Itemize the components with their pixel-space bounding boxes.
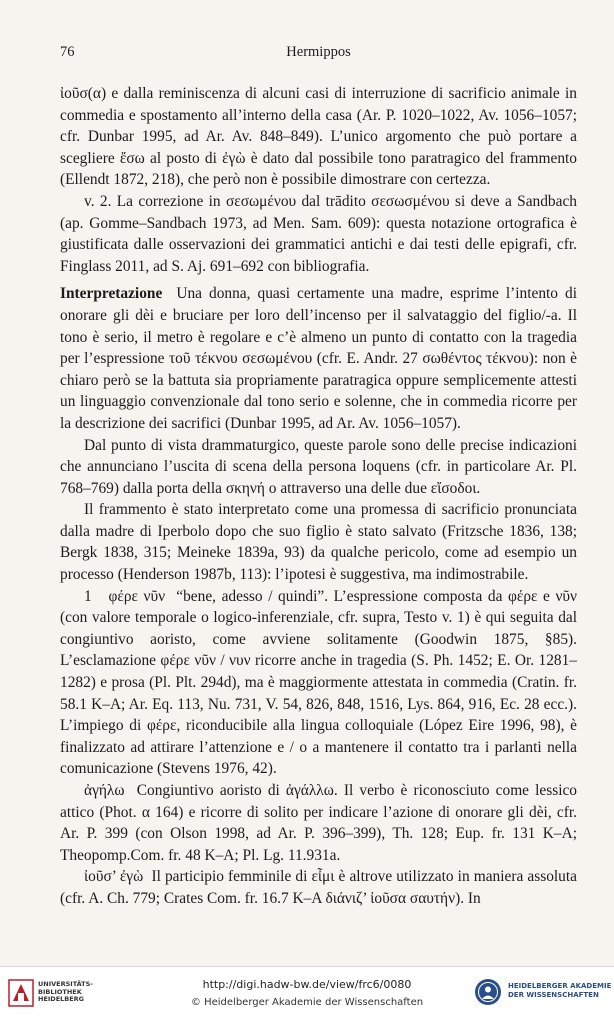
page-number: 76 xyxy=(60,44,75,60)
lemma-number: 1 xyxy=(84,587,92,605)
paragraph-interpretazione xyxy=(60,283,577,434)
viewer-footer xyxy=(0,966,614,1017)
lemma-word: φέρε νῦν xyxy=(108,587,166,605)
academy-name: HEIDELBERGER AKADEMIE DER WISSENSCHAFTEN xyxy=(508,982,612,999)
paragraph-text: “bene, adesso / quindi”. L’espressione composta da φέρε e νῦν (con valore temporale o logico-inferenziale, cfr. supra, Testo v. 1) è qui seguita dal congiuntivo aoristo, come avviene solitamente (Goodwin 1875, §85). L’esclamazione φέρε νῦν / νυν ricorre anche in tragedia (S. Ph. 1452; E. Or. 1281–1282) e prosa (Pl. Plt. 294d), ma è maggiormente attestata in commedia (Cratin. fr. 58.1 K–A; Ar. Eq. 113, Nu. 731, V. 54, 826, 848, 1516, Lys. 864, 916, Ec. 28 ecc.). L’impiego di φέρε, riconducibile alla lingua colloquiale (López Eire 1996, 98), è finalizzato ad attirare l’attenzione e / o a mantenere il contatto tra i parlanti nella comunicazione (Stevens 1976, 42). xyxy=(60,587,578,778)
section-heading: Interpretazione xyxy=(60,285,163,303)
body-text xyxy=(60,83,577,910)
paragraph-text: Il participio femminile di εἶμι è altrove utilizzato in maniera assoluta (cfr. A. Ch. 779; Crates Com. fr. 16.7 K–A διάνιζ’ ἰοῦσα σαυτήν). In xyxy=(60,868,577,907)
paragraph: ἰοῦσ(α) e dalla reminiscenza di alcuni casi di interruzione di sacrificio animale in commedia e spostamento all’interno della casa (Ar. P. 1020–1022, Av. 1056–1057; cfr. Dunbar 1995, ad Ar. Av. 848–849). L’unico argomento che può portare a scegliere ἔσω al posto di ἐγὼ è dato dal possibile tono paratragico del frammento (Ellendt 1872, 218), che però non è possibile dimostrare con certezza. xyxy=(60,85,577,189)
running-head xyxy=(60,44,577,64)
lemma-word: ἰοῦσ’ ἐγὼ xyxy=(84,868,144,886)
paragraph-text: Una donna, quasi certamente una madre, esprime l’intento di onorare gli dèi e bruciare per loro dell’incenso per il salvataggio del figlio/-a. Il tono è serio, il metro è regolare e c’è almeno un punto di contatto con la tragedia per l’espressione τοῦ τέκνου σεσωμένου (cfr. E. Andr. 27 σωθέντος τέκνου): non è chiaro però se la battuta sia propriamente paratragica oppure semplicemente attesti un linguaggio convenzionale dal tono serio e solenne, che in commedia ricorre per la descrizione dei sacrifici (Dunbar 1995, ad Ar. Av. 1056–1057). xyxy=(60,285,578,432)
paragraph-text: Congiuntivo aoristo di ἀγάλλω. Il verbo è riconosciuto come lessico attico (Phot. α 164) e ricorre di solito per indicare l’azione di onorare gli dèi, cfr. Ar. P. 399 (con Olson 1998, ad Ar. P. 396–399), Th. 128; Eup. fr. 131 K–A; Theopomp.Com. fr. 48 K–A; Pl. Lg. 11.931a. xyxy=(60,782,577,864)
commentary-lemma-1 xyxy=(60,586,577,780)
university-library-name: UNIVERSITÄTS- BIBLIOTHEK HEIDELBERG xyxy=(38,980,93,1003)
permalink-url[interactable]: http://digi.hadw-bw.de/view/frc6/0080 xyxy=(202,978,412,991)
lemma-word: ἀγήλω xyxy=(84,782,125,799)
running-title: Hermippos xyxy=(286,44,351,60)
academy-seal-icon xyxy=(474,978,502,1006)
commentary-lemma-3 xyxy=(60,866,577,909)
commentary-lemma-2 xyxy=(60,780,577,866)
paragraph: Il frammento è stato interpretato come una promessa di sacrificio pronunciata dalla madre di Iperbolo dopo che suo figlio è stato salvato (Fritzsche 1836, 138; Bergk 1838, 315; Meineke 1839a, 93) da qualche pericolo, come ad esempio un processo (Henderson 1987b, 113): l’ipotesi è suggestiva, ma indimostrabile. xyxy=(60,501,577,584)
paragraph: Dal punto di vista drammaturgico, queste parole sono delle precise indicazioni che annunciano l’uscita di scena della persona loquens (cfr. in particolare Ar. Pl. 768–769) dalla porta della σκηνή o attraverso una delle due εἴσοδοι. xyxy=(60,436,577,497)
paragraph: v. 2. La correzione in σεσωμένου dal trādito σεσωσμένου si deve a Sandbach (ap. Gomme–Sandbach 1973, ad Men. Sam. 609): questa notazione ortografica è giustificata dalle osservazioni dei grammatici antichi e dai testi delle epigrafi, cfr. Finglass 2011, ad S. Aj. 691–692 con bibliografia. xyxy=(60,192,577,275)
copyright-notice: © Heidelberger Akademie der Wissenschaften xyxy=(190,997,424,1008)
